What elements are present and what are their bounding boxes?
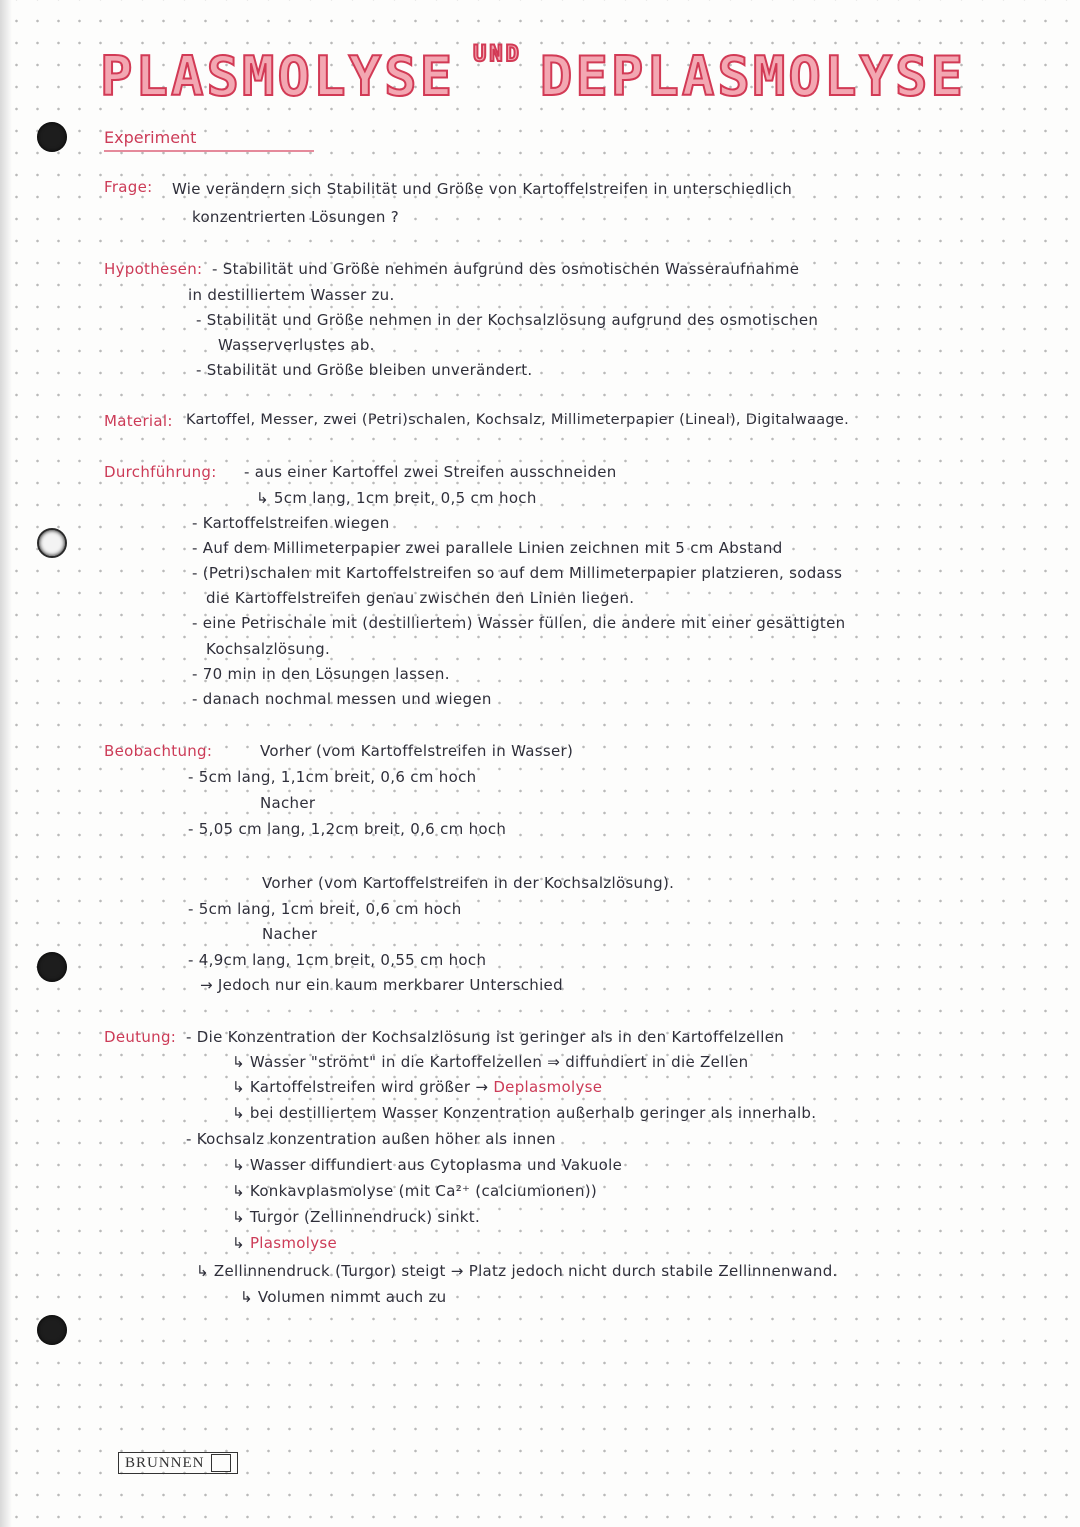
durchfuehrung-line: - (Petri)schalen mit Kartoffelstreifen so auf dem Millimeterpapier platzieren, sodass	[192, 564, 843, 582]
deutung-line-text: ↳ Kartoffelstreifen wird größer →	[232, 1078, 489, 1096]
punch-hole	[37, 528, 67, 558]
deutung-line: ↳ Turgor (Zellinnendruck) sinkt.	[232, 1208, 481, 1226]
title-part1: PLASMOLYSE	[100, 45, 456, 108]
beobachtung-wasser-vorher-label: Vorher (vom Kartoffelstreifen in Wasser)	[260, 742, 574, 760]
deutung-line	[232, 1234, 337, 1252]
page-edge-shadow	[0, 0, 12, 1527]
deutung-arrow: ↳	[232, 1234, 245, 1252]
material-text: Kartoffel, Messer, zwei (Petri)schalen, Kochsalz, Millimeterpapier (Lineal), Digitalwaage.	[186, 412, 850, 428]
brand-name: BRUNNEN	[125, 1454, 205, 1471]
deutung-line: ↳ Wasser diffundiert aus Cytoplasma und Vakuole	[232, 1156, 623, 1174]
durchfuehrung-line: - Auf dem Millimeterpapier zwei parallele Linien zeichnen mit 5 cm Abstand	[192, 539, 783, 557]
durchfuehrung-line: Kochsalzlösung.	[206, 640, 331, 658]
title-part2: DEPLASMOLYSE	[539, 45, 966, 108]
durchfuehrung-line: die Kartoffelstreifen genau zwischen den Linien liegen.	[206, 589, 635, 607]
hypothese-line: in destilliertem Wasser zu.	[188, 286, 395, 304]
deutung-line: - Kochsalz konzentration außen höher als innen	[186, 1130, 556, 1148]
beobachtung-value: - 5cm lang, 1cm breit, 0,6 cm hoch	[188, 900, 462, 918]
material-label: Material:	[104, 412, 173, 430]
deutung-line: ↳ Konkavplasmolyse (mit Ca²⁺ (calciumionen))	[232, 1182, 598, 1200]
deutung-line: ↳ Zellinnendruck (Turgor) steigt → Platz jedoch nicht durch stabile Zellinnenwand.	[196, 1262, 838, 1280]
beobachtung-nachher-label: Nacher	[260, 794, 316, 812]
plasmolyse-term: Plasmolyse	[249, 1234, 338, 1252]
beobachtung-nachher-label: Nacher	[262, 925, 318, 943]
frage-line: Wie verändern sich Stabilität und Größe von Kartoffelstreifen in unterschiedlich	[172, 180, 793, 198]
beobachtung-salz-vorher-label: Vorher (vom Kartoffelstreifen in der Kochsalzlösung).	[262, 874, 675, 892]
hypothese-line: Wasserverlustes ab.	[218, 336, 375, 354]
deplasmolyse-term: Deplasmolyse	[493, 1078, 603, 1096]
hypothese-line: - Stabilität und Größe nehmen aufgrund des osmotischen Wasseraufnahme	[212, 260, 800, 278]
beobachtung-label: Beobachtung:	[104, 742, 213, 760]
brand-logo	[118, 1452, 238, 1474]
heading-underline	[104, 150, 314, 152]
punch-hole	[37, 122, 67, 152]
beobachtung-value: - 5,05 cm lang, 1,2cm breit, 0,6 cm hoch	[188, 820, 507, 838]
frage-label: Frage:	[104, 178, 153, 196]
durchfuehrung-line: - danach nochmal messen und wiegen	[192, 690, 492, 708]
brand-mark-icon	[211, 1454, 231, 1472]
durchfuehrung-line: - eine Petrischale mit (destilliertem) Wasser füllen, die andere mit einer gesättigten	[192, 614, 846, 632]
durchfuehrung-line: - Kartoffelstreifen wiegen	[192, 514, 390, 532]
beobachtung-value: - 5cm lang, 1,1cm breit, 0,6 cm hoch	[188, 768, 477, 786]
durchfuehrung-line: - aus einer Kartoffel zwei Streifen ausschneiden	[244, 463, 617, 481]
durchfuehrung-label: Durchführung:	[104, 463, 217, 481]
punch-hole	[37, 1315, 67, 1345]
deutung-line: ↳ Wasser "strömt" in die Kartoffelzellen ⇒ diffundiert in die Zellen	[232, 1053, 749, 1071]
hypothese-line: - Stabilität und Größe bleiben unverändert.	[196, 361, 533, 379]
deutung-line	[232, 1078, 602, 1096]
durchfuehrung-line: ↳ 5cm lang, 1cm breit, 0,5 cm hoch	[256, 489, 537, 507]
deutung-label: Deutung:	[104, 1028, 177, 1046]
title-connector: UND	[473, 42, 522, 67]
beobachtung-note: → Jedoch nur ein kaum merkbarer Unterschied	[200, 976, 563, 994]
deutung-line: ↳ bei destilliertem Wasser Konzentration außerhalb geringer als innerhalb.	[232, 1104, 817, 1122]
punch-hole	[37, 952, 67, 982]
frage-line: konzentrierten Lösungen ?	[192, 208, 400, 226]
section-heading-experiment: Experiment	[104, 128, 197, 147]
hypothese-line: - Stabilität und Größe nehmen in der Kochsalzlösung aufgrund des osmotischen	[196, 311, 819, 329]
hypothesen-label: Hypothesen:	[104, 260, 203, 278]
durchfuehrung-line: - 70 min in den Lösungen lassen.	[192, 665, 450, 683]
deutung-line: - Die Konzentration der Kochsalzlösung ist geringer als in den Kartoffelzellen	[186, 1028, 785, 1046]
deutung-line: ↳ Volumen nimmt auch zu	[240, 1288, 447, 1306]
beobachtung-value: - 4,9cm lang, 1cm breit, 0,55 cm hoch	[188, 951, 487, 969]
page-title	[100, 24, 1040, 108]
